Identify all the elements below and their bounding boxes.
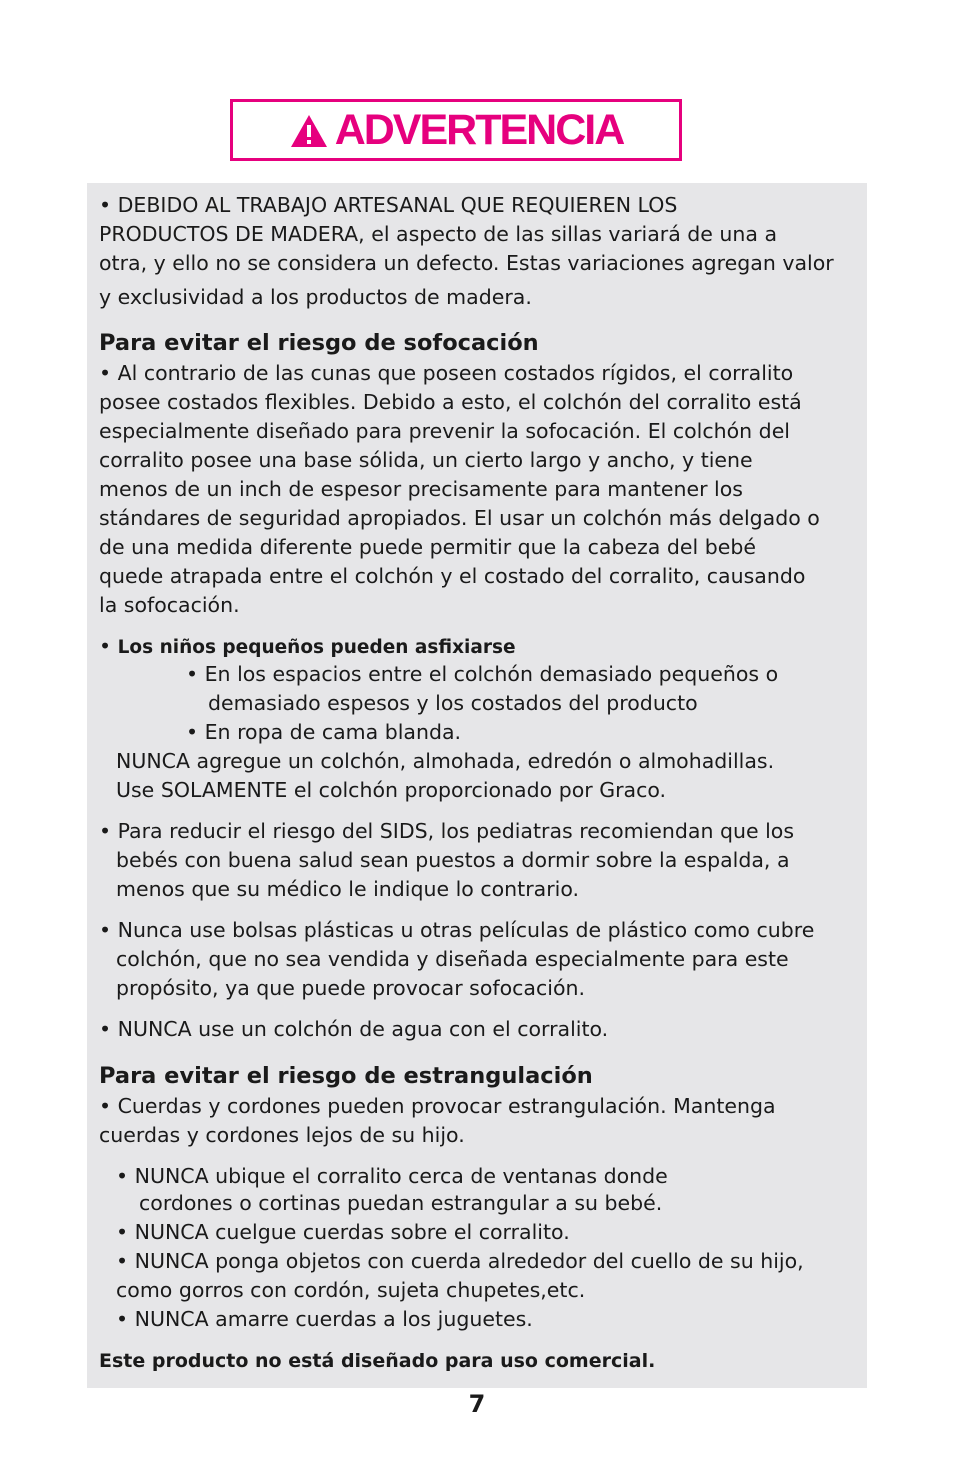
warning-header bbox=[230, 99, 682, 161]
plastic-line: • Nunca use bolsas plásticas u otras películas de plástico como cubre bbox=[99, 918, 815, 942]
suffocation-line: corralito posee una base sólida, un cierto largo y ancho, y tiene bbox=[99, 448, 753, 472]
intro-line: y exclusividad a los productos de madera. bbox=[99, 285, 532, 309]
suffocation-line: quede atrapada entre el colchón y el costado del corralito, causando bbox=[99, 564, 806, 588]
strangulation-line: • Cuerdas y cordones pueden provocar estrangulación. Mantenga bbox=[99, 1094, 776, 1118]
strangulation-item: • NUNCA ponga objetos con cuerda alrededor del cuello de su hijo, bbox=[116, 1249, 804, 1273]
suffocation-line: • Al contrario de las cunas que poseen costados rígidos, el corralito bbox=[99, 361, 794, 385]
suffocation-line: de una medida diferente puede permitir que la cabeza del bebé bbox=[99, 535, 756, 559]
bullet: • bbox=[99, 634, 112, 658]
suffocation-line: la sofocación. bbox=[99, 593, 240, 617]
suffocation-line: menos de un inch de espesor precisamente para mantener los bbox=[99, 477, 743, 501]
plastic-line: propósito, ya que puede provocar sofocación. bbox=[116, 976, 585, 1000]
strangulation-item: como gorros con cordón, sujeta chupetes,etc. bbox=[116, 1278, 586, 1302]
suffocation-line: especialmente diseñado para prevenir la sofocación. El colchón del bbox=[99, 419, 791, 443]
asphyxia-title: Los niños pequeños pueden asfixiarse bbox=[117, 637, 516, 658]
intro-line: otra, y ello no se considera un defecto. Estas variaciones agregan valor bbox=[99, 251, 834, 275]
never-add-line: Use SOLAMENTE el colchón proporcionado por Graco. bbox=[116, 778, 667, 802]
strangulation-item: • NUNCA amarre cuerdas a los juguetes. bbox=[116, 1307, 533, 1331]
sids-line: bebés con buena salud sean puestos a dormir sobre la espalda, a bbox=[116, 848, 790, 872]
asphyxia-item: • En ropa de cama blanda. bbox=[186, 720, 462, 744]
commercial-use-note: Este producto no está diseñado para uso comercial. bbox=[99, 1350, 656, 1372]
suffocation-line: stándares de seguridad apropiados. El usar un colchón más delgado o bbox=[99, 506, 820, 530]
asphyxia-line bbox=[99, 632, 516, 662]
warning-triangle-icon bbox=[289, 113, 329, 149]
suffocation-line: posee costados flexibles. Debido a esto, el colchón del corralito está bbox=[99, 390, 802, 414]
page-number: 7 bbox=[468, 1390, 486, 1418]
suffocation-heading: Para evitar el riesgo de sofocación bbox=[99, 330, 539, 356]
waterbed-line: • NUNCA use un colchón de agua con el corralito. bbox=[99, 1017, 609, 1041]
sids-line: menos que su médico le indique lo contrario. bbox=[116, 877, 580, 901]
plastic-line: colchón, que no sea vendida y diseñada especialmente para este bbox=[116, 947, 789, 971]
strangulation-item: • NUNCA ubique el corralito cerca de ventanas donde bbox=[116, 1164, 668, 1188]
never-add-line: NUNCA agregue un colchón, almohada, edredón o almohadillas. bbox=[116, 749, 775, 773]
sids-line: • Para reducir el riesgo del SIDS, los pediatras recomiendan que los bbox=[99, 819, 795, 843]
asphyxia-item: demasiado espesos y los costados del producto bbox=[208, 691, 698, 715]
strangulation-item: cordones o cortinas puedan estrangular a su bebé. bbox=[139, 1191, 663, 1215]
intro-line: PRODUCTOS DE MADERA, el aspecto de las sillas variará de una a bbox=[99, 222, 778, 246]
asphyxia-item: • En los espacios entre el colchón demasiado pequeños o bbox=[186, 662, 779, 686]
intro-line: • DEBIDO AL TRABAJO ARTESANAL QUE REQUIEREN LOS bbox=[99, 193, 678, 217]
strangulation-item: • NUNCA cuelgue cuerdas sobre el corralito. bbox=[116, 1220, 570, 1244]
strangulation-line: cuerdas y cordones lejos de su hijo. bbox=[99, 1123, 465, 1147]
strangulation-heading: Para evitar el riesgo de estrangulación bbox=[99, 1063, 593, 1089]
warning-title: ADVERTENCIA bbox=[334, 105, 624, 154]
